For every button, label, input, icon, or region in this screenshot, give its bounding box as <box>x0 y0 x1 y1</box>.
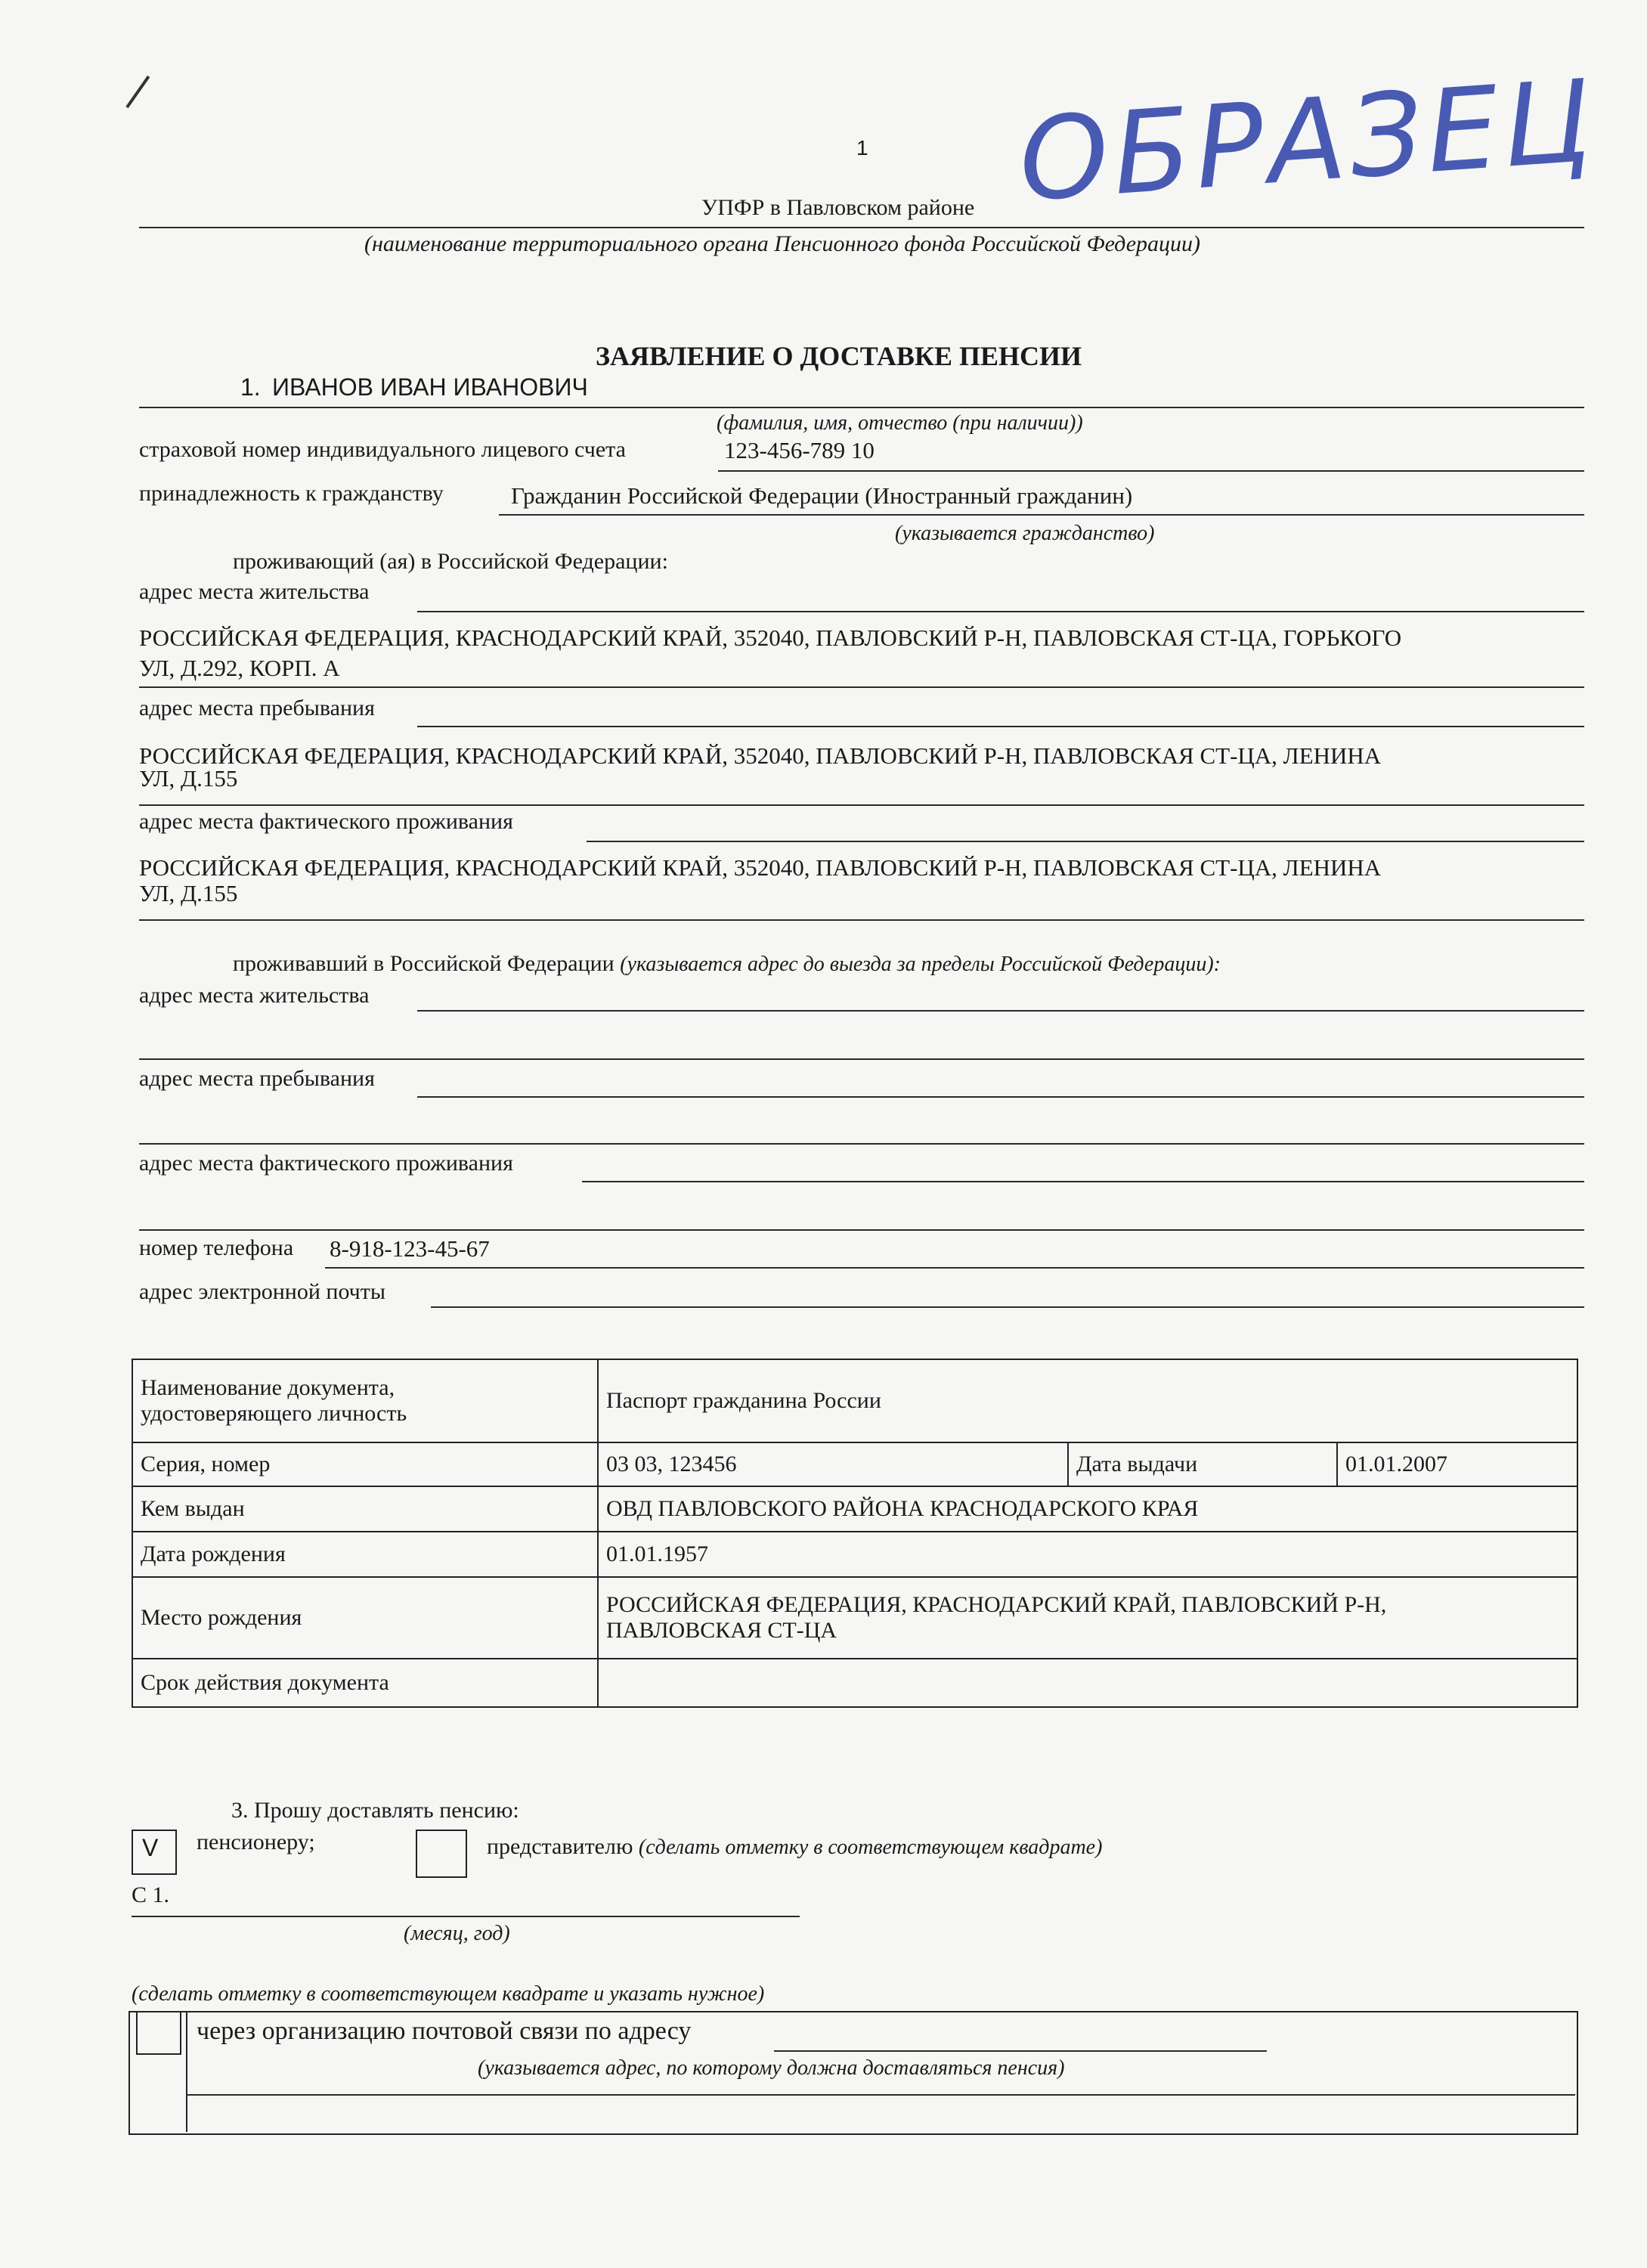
citizenship-value[interactable]: Гражданин Российской Федерации (Иностранный гражданин) <box>511 482 1133 509</box>
stay-value-line1[interactable]: РОССИЙСКАЯ ФЕДЕРАЦИЯ, КРАСНОДАРСКИЙ КРАЙ, 352040, ПАВЛОВСКИЙ Р-Н, ПАВЛОВСКАЯ СТ-ЦА, ЛЕНИНА <box>139 742 1382 769</box>
snils-label: страховой номер индивидуального лицевого счета <box>139 437 626 462</box>
authority-hint: (наименование территориального органа Пенсионного фонда Российской Федерации) <box>364 231 1201 256</box>
birth-place-value: РОССИЙСКАЯ ФЕДЕРАЦИЯ, КРАСНОДАРСКИЙ КРАЙ, ПАВЛОВСКИЙ Р-Н, <box>606 1592 1387 1617</box>
resided-stay-label: адрес места пребывания <box>139 1066 375 1091</box>
representative-row <box>487 1834 1102 1860</box>
phone-value[interactable]: 8-918-123-45-67 <box>330 1235 490 1262</box>
resided-heading <box>233 951 1221 977</box>
snils-underline <box>718 470 1584 472</box>
post-delivery-divider <box>186 2011 187 2132</box>
validity-value[interactable] <box>598 1659 1577 1707</box>
sample-stamp: ОБРАЗЕЦ <box>1014 55 1600 228</box>
residence-label: адрес места жительства <box>139 579 370 604</box>
birth-place-value-2: ПАВЛОВСКАЯ СТ-ЦА <box>606 1618 837 1643</box>
resided-stay-underline-2 <box>139 1143 1584 1145</box>
actual-value-line1[interactable]: РОССИЙСКАЯ ФЕДЕРАЦИЯ, КРАСНОДАРСКИЙ КРАЙ, 352040, ПАВЛОВСКИЙ Р-Н, ПАВЛОВСКАЯ СТ-ЦА, ЛЕНИНА <box>139 854 1382 881</box>
birth-place-cell[interactable] <box>598 1577 1577 1659</box>
residence-value-line2[interactable]: УЛ, Д.292, КОРП. А <box>139 655 340 681</box>
applicant-full-name[interactable]: ИВАНОВ ИВАН ИВАНОВИЧ <box>272 373 588 401</box>
doc-name-label-2: удостоверяющего личность <box>141 1401 407 1426</box>
birth-date-value[interactable]: 01.01.1957 <box>598 1532 1577 1577</box>
residing-heading: проживающий (ая) в Российской Федерации: <box>233 549 668 574</box>
pen-mark <box>125 76 150 108</box>
authority-underline <box>139 227 1584 228</box>
resided-heading-hint: (указывается адрес до выезда за пределы Российской Федерации): <box>620 953 1221 976</box>
issue-date-label: Дата выдачи <box>1068 1442 1337 1486</box>
email-label: адрес электронной почты <box>139 1279 386 1304</box>
citizenship-underline <box>499 514 1584 516</box>
resided-stay-underline <box>417 1096 1584 1098</box>
resided-residence-underline <box>417 1010 1584 1012</box>
issue-date-value[interactable]: 01.01.2007 <box>1337 1442 1577 1486</box>
authority-name: УПФР в Павловском районе <box>701 195 975 220</box>
pensioner-label: пенсионеру; <box>197 1830 315 1854</box>
validity-label: Срок действия документа <box>132 1659 598 1707</box>
since-hint: (месяц, год) <box>404 1922 510 1945</box>
residence-label-underline <box>417 611 1584 612</box>
actual-label-underline <box>587 841 1584 842</box>
name-hint: (фамилия, имя, отчество (при наличии)) <box>717 411 1083 435</box>
resided-actual-underline <box>582 1181 1584 1182</box>
resided-actual-label: адрес места фактического проживания <box>139 1151 513 1176</box>
pensioner-checkbox[interactable] <box>132 1830 177 1875</box>
representative-hint: (сделать отметку в соответствующем квадрате) <box>638 1836 1103 1859</box>
representative-label: представителю <box>487 1834 633 1859</box>
stay-label: адрес места пребывания <box>139 696 375 720</box>
post-delivery-label: через организацию почтовой связи по адресу <box>197 2017 692 2045</box>
resided-residence-underline-2 <box>139 1058 1584 1060</box>
phone-underline <box>325 1267 1584 1269</box>
citizenship-hint: (указывается гражданство) <box>895 522 1155 545</box>
actual-label: адрес места фактического проживания <box>139 809 513 834</box>
resided-actual-underline-2 <box>139 1229 1584 1231</box>
applicant-number: 1. <box>240 373 261 401</box>
post-delivery-hint: (указывается адрес, по которому должна доставляться пенсия) <box>478 2056 1065 2080</box>
post-delivery-checkbox[interactable] <box>136 2011 181 2055</box>
stay-label-underline <box>417 726 1584 727</box>
issued-by-label: Кем выдан <box>132 1486 598 1532</box>
series-label: Серия, номер <box>132 1442 598 1486</box>
email-underline <box>431 1306 1584 1308</box>
residence-value-line1[interactable]: РОССИЙСКАЯ ФЕДЕРАЦИЯ, КРАСНОДАРСКИЙ КРАЙ, 352040, ПАВЛОВСКИЙ Р-Н, ПАВЛОВСКАЯ СТ-ЦА, ГОРЬКОГО <box>139 624 1402 651</box>
issued-by-value[interactable]: ОВД ПАВЛОВСКОГО РАЙОНА КРАСНОДАРСКОГО КРАЯ <box>598 1486 1577 1532</box>
page-number: 1 <box>856 136 868 160</box>
resided-residence-label: адрес места жительства <box>139 983 370 1008</box>
series-value[interactable]: 03 03, 123456 <box>598 1442 1068 1486</box>
name-underline <box>139 407 1584 408</box>
stay-underline <box>139 804 1584 806</box>
snils-value[interactable]: 123-456-789 10 <box>724 437 875 463</box>
phone-label: номер телефона <box>139 1235 294 1260</box>
since-underline <box>132 1916 800 1917</box>
doc-name-label-cell <box>132 1359 598 1442</box>
actual-value-line2[interactable]: УЛ, Д.155 <box>139 880 238 906</box>
post-delivery-row-line <box>186 2094 1575 2096</box>
birth-date-label: Дата рождения <box>132 1532 598 1577</box>
since-label: С 1. <box>132 1882 170 1907</box>
method-hint: (сделать отметку в соответствующем квадрате и указать нужное) <box>132 1982 765 2006</box>
representative-checkbox[interactable] <box>416 1830 467 1878</box>
resided-heading-text: проживавший в Российской Федерации <box>233 951 615 976</box>
residence-underline <box>139 686 1584 688</box>
doc-name-value[interactable]: Паспорт гражданина России <box>598 1359 1577 1442</box>
actual-underline <box>139 919 1584 921</box>
post-delivery-address-line <box>774 2050 1267 2052</box>
stay-value-line2[interactable]: УЛ, Д.155 <box>139 765 238 792</box>
document-title: ЗАЯВЛЕНИЕ О ДОСТАВКЕ ПЕНСИИ <box>596 341 1082 371</box>
pensioner-checkmark: V <box>142 1834 159 1861</box>
doc-name-label: Наименование документа, <box>141 1375 395 1400</box>
identity-document-table <box>132 1359 1578 1708</box>
birth-place-label: Место рождения <box>132 1577 598 1659</box>
citizenship-label: принадлежность к гражданству <box>139 481 444 506</box>
delivery-heading: 3. Прошу доставлять пенсию: <box>231 1798 519 1823</box>
